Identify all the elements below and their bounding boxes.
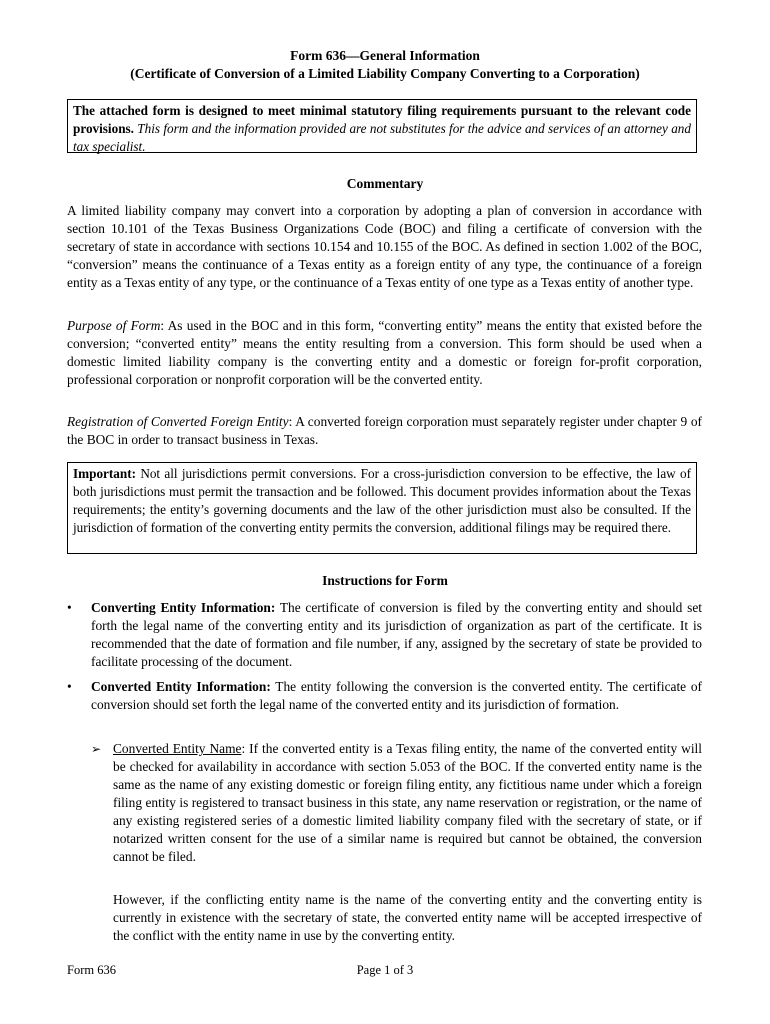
purpose-label: Purpose of Form [67, 318, 161, 333]
commentary-heading: Commentary [346, 176, 424, 191]
item-text: The entity following the conversion is the converted entity. The certificate of conversion should set forth the legal name of the converted entity and its jurisdiction of formation. [91, 679, 702, 712]
bullet-icon: • [67, 679, 72, 694]
important-label: Important: [73, 466, 137, 481]
commentary-paragraph: A limited liability company may convert into a corporation by adopting a plan of conversion in accordance with section 10.101 of the Texas Business Organizations Code (BOC) and filing a certificate of conversion with the secretary of state in accordance with sections 10.154 and 10.155 of the BOC. As defined in section 1.002 of the BOC, “conversion” means the continuance of a Texas entity as a foreign entity of any type, the continuance of a foreign entity as a Texas entity of any type, or the continuance of a Texas entity of one type as a Texas entity of another type. [67, 203, 702, 290]
notice-italic-text: This form and the information provided are not substitutes for the advice and services of an attorney and tax specialist. [73, 121, 691, 154]
sub-list-item [91, 740, 702, 866]
arrow-bullet-icon: ➢ [91, 742, 102, 756]
purpose-text: : As used in the BOC and in this form, “converting entity” means the entity that existed before the conversion; “converted entity” means the entity resulting from a conversion. This form should be used when a domestic limited liability company is the converting entity and a domestic or foreign for-profit corporation, professional corporation or nonprofit corporation will be the converted entity. [67, 318, 702, 387]
form-subtitle: (Certificate of Conversion of a Limited Liability Company Converting to a Corporation) [130, 66, 640, 81]
registration-label: Registration of Converted Foreign Entity [67, 414, 289, 429]
list-item [67, 678, 702, 714]
item-label: Converting Entity Information: [91, 600, 276, 615]
list-item [67, 599, 702, 671]
notice-bold-text: The attached form is designed to meet minimal statutory filing requirements pursuant to the relevant code provisions. [73, 103, 691, 136]
bullet-icon: • [67, 600, 72, 615]
form-title: Form 636—General Information [290, 48, 480, 63]
registration-paragraph [67, 413, 702, 449]
item-label: Converted Entity Information: [91, 679, 271, 694]
footer-form-label: Form 636 [67, 963, 116, 977]
important-text: Not all jurisdictions permit conversions. For a cross-jurisdiction conversion to be effective, the law of both jurisdictions must permit the transaction and be followed. This document provides information about the Texas requirements; the entity’s governing documents and the law of the other jurisdiction must also be consulted. If the jurisdiction of formation of the converting entity permits the conversion, additional filings may be required there. [73, 466, 691, 535]
footer-page-number: Page 1 of 3 [356, 963, 414, 977]
item-text: The certificate of conversion is filed by the converting entity and should set forth the legal name of the converting entity and its jurisdiction of organization as part of the certificate. It is recommended that the date of formation and file number, if any, assigned by the secretary of state be provided to facilitate processing of the document. [91, 600, 703, 669]
sub-item-continuation: However, if the conflicting entity name is the name of the converting entity and the converting entity is currently in existence with the secretary of state, the converted entity name will be accepted irrespective of the conflict with the entity name in use by the converting entity. [113, 892, 702, 943]
instructions-heading: Instructions for Form [322, 573, 448, 588]
registration-text: : A converted foreign corporation must separately register under chapter 9 of the BOC in order to transact business in Texas. [67, 414, 702, 447]
important-box [67, 462, 697, 554]
notice-box [67, 99, 697, 153]
sub-item-text: : If the converted entity is a Texas filing entity, the name of the converted entity will be checked for availability in accordance with section 5.053 of the BOC. If the converted entity name is the same as the name of any existing domestic or foreign filing entity, any fictitious name under which a foreign filing entity is registered to transact business in this state, any name reservation or registration, or the name of any existing registered series of a domestic limited liability company filed with the secretary of state, or if notarized written consent for the use of a similar name is required but cannot be obtained, the conversion cannot be filed. [113, 741, 702, 864]
sub-item-label: Converted Entity Name [113, 741, 242, 756]
purpose-paragraph [67, 317, 702, 389]
